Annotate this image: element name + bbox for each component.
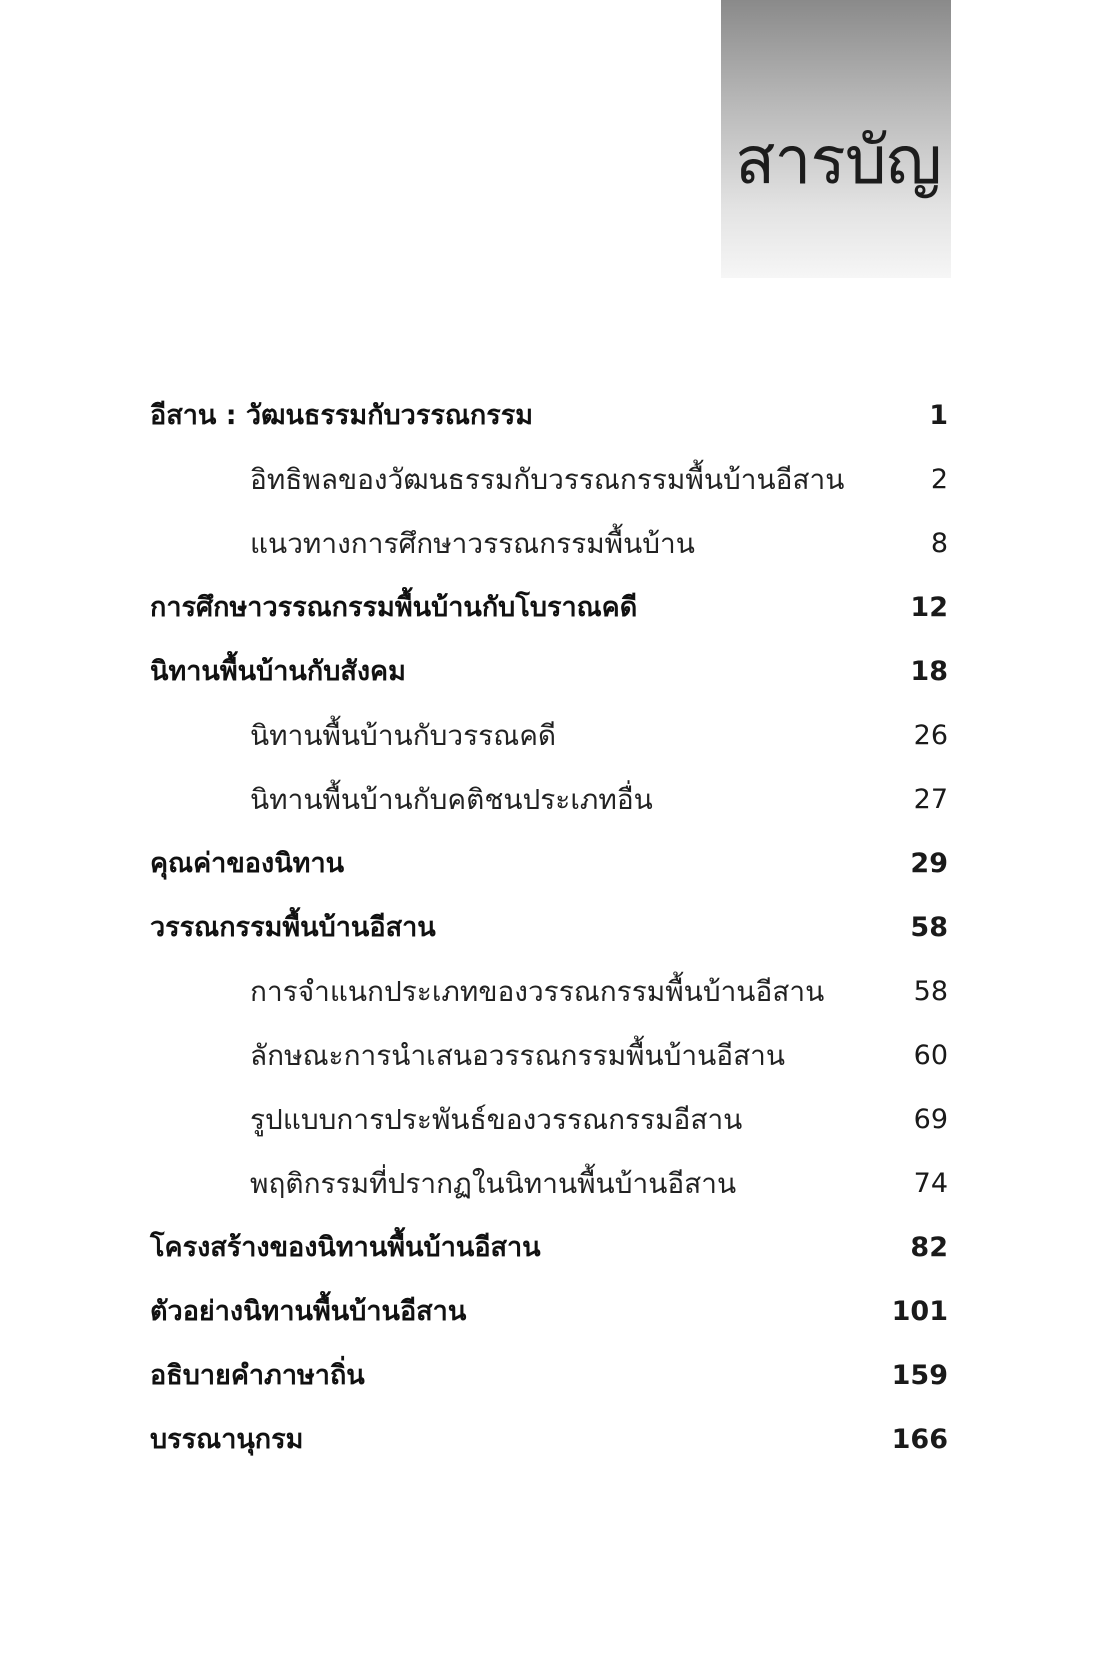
toc-entry-10[interactable] xyxy=(150,1036,948,1100)
toc-entry-5[interactable] xyxy=(150,716,948,780)
toc-entry-label: บรรณานุกรม xyxy=(150,1424,304,1455)
toc-entry-label: การศึกษาวรรณกรรมพื้นบ้านกับโบราณคดี xyxy=(150,592,638,623)
toc-entry-label: โครงสร้างของนิทานพื้นบ้านอีสาน xyxy=(150,1232,541,1263)
toc-entry-page: 101 xyxy=(891,1296,948,1327)
toc-entry-15[interactable] xyxy=(150,1356,948,1420)
toc-entry-page: 29 xyxy=(910,848,948,879)
toc-entry-page: 58 xyxy=(913,976,948,1007)
toc-entry-page: 26 xyxy=(913,720,948,751)
toc-entry-label: คุณค่าของนิทาน xyxy=(150,848,345,879)
toc-entry-7[interactable] xyxy=(150,844,948,908)
toc-entry-label: นิทานพื้นบ้านกับคติชนประเภทอื่น xyxy=(250,783,653,816)
toc-entry-page: 82 xyxy=(910,1232,948,1263)
toc-entry-3[interactable] xyxy=(150,588,948,652)
toc-entry-page: 1 xyxy=(929,400,948,431)
toc-entry-16[interactable] xyxy=(150,1420,948,1484)
toc-entry-11[interactable] xyxy=(150,1100,948,1164)
toc-entry-label: ตัวอย่างนิทานพื้นบ้านอีสาน xyxy=(150,1296,467,1327)
toc-entry-page: 69 xyxy=(913,1104,948,1135)
toc-entry-6[interactable] xyxy=(150,780,948,844)
toc-entry-4[interactable] xyxy=(150,652,948,716)
toc-entry-13[interactable] xyxy=(150,1228,948,1292)
toc-entry-page: 60 xyxy=(913,1040,948,1071)
toc-entry-page: 58 xyxy=(910,912,948,943)
toc-entry-page: 74 xyxy=(913,1168,948,1199)
toc-entry-page: 2 xyxy=(930,464,948,495)
toc-entry-page: 27 xyxy=(913,784,948,815)
toc-entry-page: 8 xyxy=(930,528,948,559)
toc-entry-label: นิทานพื้นบ้านกับสังคม xyxy=(150,656,406,687)
toc-entry-label: ลักษณะการนำเสนอวรรณกรรมพื้นบ้านอีสาน xyxy=(250,1039,786,1072)
title-banner xyxy=(721,0,951,278)
toc-entry-label: แนวทางการศึกษาวรรณกรรมพื้นบ้าน xyxy=(250,527,695,560)
toc-entry-page: 18 xyxy=(910,656,948,687)
toc-entry-label: วรรณกรรมพื้นบ้านอีสาน xyxy=(150,912,436,943)
toc-entry-12[interactable] xyxy=(150,1164,948,1228)
toc-entry-8[interactable] xyxy=(150,908,948,972)
page-title: สารบัญ xyxy=(735,122,941,199)
toc-entry-label: การจำแนกประเภทของวรรณกรรมพื้นบ้านอีสาน xyxy=(250,975,825,1008)
table-of-contents xyxy=(150,396,948,1484)
toc-entry-1[interactable] xyxy=(150,460,948,524)
toc-entry-label: อีสาน : วัฒนธรรมกับวรรณกรรม xyxy=(150,400,534,431)
toc-entry-page: 159 xyxy=(891,1360,948,1391)
toc-entry-0[interactable] xyxy=(150,396,948,460)
toc-entry-page: 166 xyxy=(891,1424,948,1455)
toc-entry-label: อิทธิพลของวัฒนธรรมกับวรรณกรรมพื้นบ้านอีสาน xyxy=(250,463,845,496)
toc-entry-label: รูปแบบการประพันธ์ของวรรณกรรมอีสาน xyxy=(250,1103,743,1136)
toc-entry-page: 12 xyxy=(910,592,948,623)
toc-entry-2[interactable] xyxy=(150,524,948,588)
toc-entry-label: อธิบายคำภาษาถิ่น xyxy=(150,1360,365,1391)
toc-entry-14[interactable] xyxy=(150,1292,948,1356)
toc-entry-9[interactable] xyxy=(150,972,948,1036)
toc-entry-label: พฤติกรรมที่ปรากฏในนิทานพื้นบ้านอีสาน xyxy=(250,1167,737,1200)
toc-entry-label: นิทานพื้นบ้านกับวรรณคดี xyxy=(250,719,557,752)
